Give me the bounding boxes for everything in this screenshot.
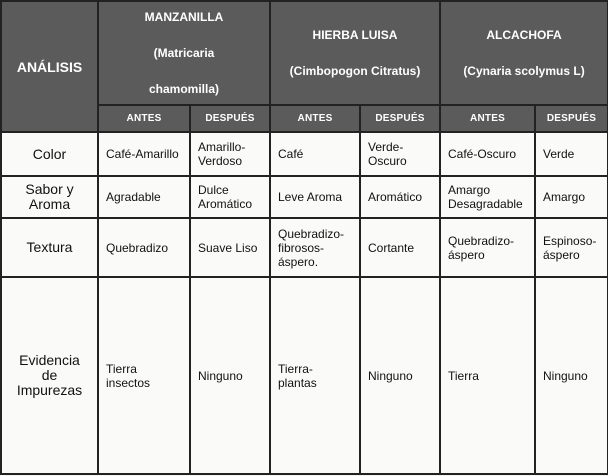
table-cell: Amargo <box>535 176 608 218</box>
group-scientific: (Cimbopogon Citratus) <box>289 64 421 78</box>
table-cell: Café-Oscuro <box>440 132 535 176</box>
group-scientific-line2: chamomilla) <box>148 82 220 96</box>
group-header-hierba-luisa <box>270 1 440 105</box>
table-cell: Agradable <box>98 176 190 218</box>
row-label: Evidencia de Impurezas <box>1 277 98 474</box>
sub-header-despues: DESPUÉS <box>190 105 270 132</box>
table-cell: Tierra- plantas <box>270 277 360 474</box>
table-cell: Café <box>270 132 360 176</box>
table-cell: Espinoso- áspero <box>535 218 608 277</box>
group-name: HIERBA LUISA <box>312 28 398 42</box>
sub-header-despues: DESPUÉS <box>535 105 608 132</box>
sub-header-antes: ANTES <box>440 105 535 132</box>
sub-header-despues: DESPUÉS <box>360 105 440 132</box>
sub-header-antes: ANTES <box>270 105 360 132</box>
table-row-sabor <box>1 176 608 218</box>
table-cell: Aromático <box>360 176 440 218</box>
table-cell: Café-Amarillo <box>98 132 190 176</box>
table-cell: Tierra insectos <box>98 277 190 474</box>
row-label: Textura <box>1 218 98 277</box>
table-cell: Ninguno <box>360 277 440 474</box>
group-header-manzanilla <box>98 1 270 105</box>
sub-header-antes: ANTES <box>98 105 190 132</box>
table-cell: Amarillo- Verdoso <box>190 132 270 176</box>
row-label: Sabor y Aroma <box>1 176 98 218</box>
analysis-header: ANÁLISIS <box>1 1 98 132</box>
table-cell: Verde- Oscuro <box>360 132 440 176</box>
table-cell: Amargo Desagradable <box>440 176 535 218</box>
group-scientific: (Cynaria scolymus L) <box>463 64 585 78</box>
group-name: MANZANILLA <box>144 10 224 24</box>
group-name: ALCACHOFA <box>486 28 562 42</box>
table-cell: Dulce Aromático <box>190 176 270 218</box>
table-cell: Cortante <box>360 218 440 277</box>
table-cell: Tierra <box>440 277 535 474</box>
table-row-textura <box>1 218 608 277</box>
table-row-impurezas <box>1 277 608 474</box>
table-cell: Quebradizo- fibrosos- áspero. <box>270 218 360 277</box>
table-cell: Suave Liso <box>190 218 270 277</box>
table-row-color <box>1 132 608 176</box>
group-scientific-line1: (Matricaria <box>153 46 215 60</box>
table-cell: Ninguno <box>190 277 270 474</box>
group-header-alcachofa <box>440 1 608 105</box>
table-cell: Quebradizo <box>98 218 190 277</box>
table-cell: Quebradizo- áspero <box>440 218 535 277</box>
table-cell: Ninguno <box>535 277 608 474</box>
row-label: Color <box>1 132 98 176</box>
table-cell: Leve Aroma <box>270 176 360 218</box>
table-cell: Verde <box>535 132 608 176</box>
